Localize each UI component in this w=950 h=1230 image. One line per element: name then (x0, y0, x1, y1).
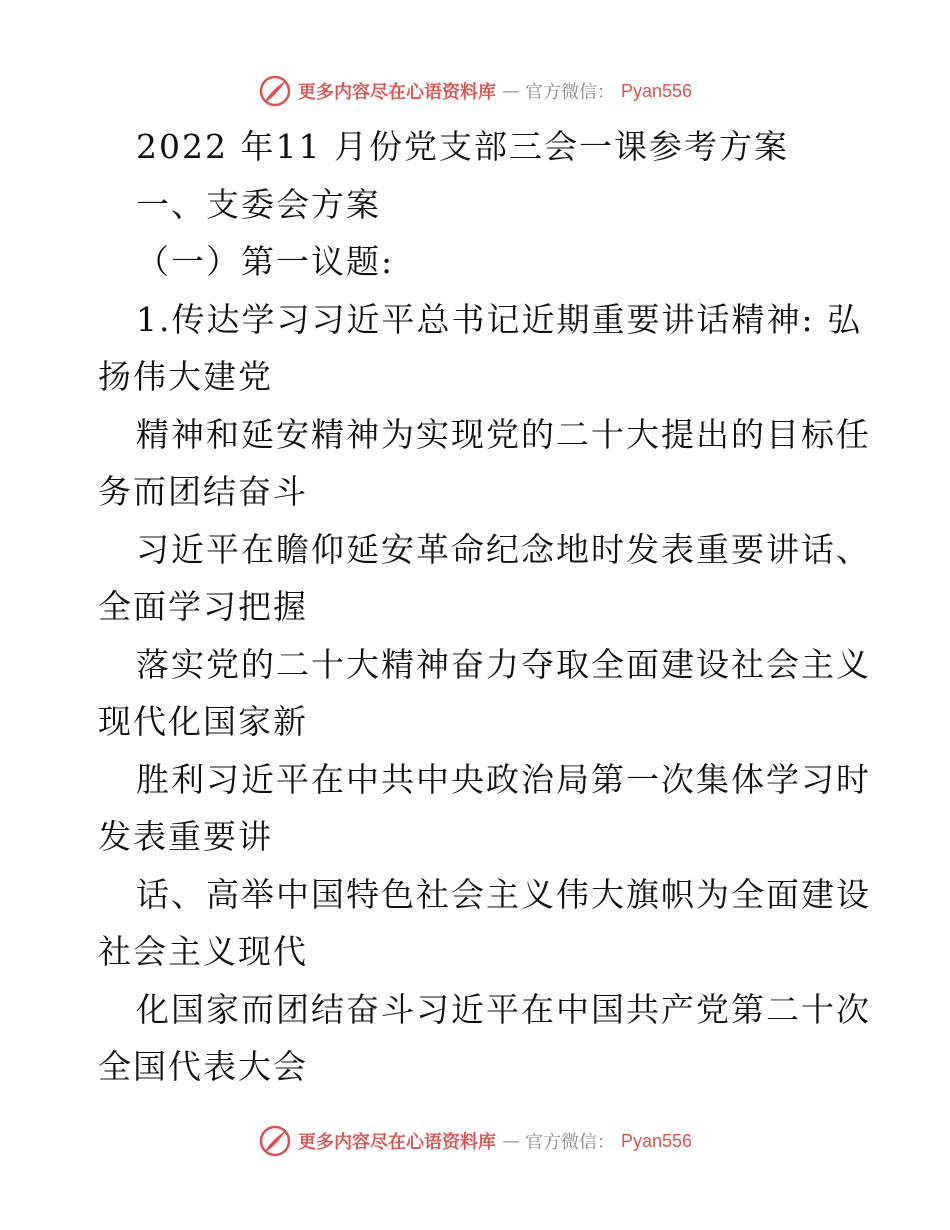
banner-wechat-label: 官方微信： (524, 82, 615, 103)
paragraph-line: 习近平在瞻仰延安革命纪念地时发表重要讲话、 (136, 529, 871, 569)
paragraph-line: 落实党的二十大精神奋力夺取全面建设社会主义 (136, 644, 871, 684)
quill-logo-icon (258, 74, 292, 108)
paragraph-line: 胜利习近平在中共中央政治局第一次集体学习时 (136, 759, 871, 799)
paragraph-line: 发表重要讲 (98, 817, 273, 856)
document-body (98, 118, 871, 1096)
document-title: 2022 年11 月份党支部三会一课参考方案 (136, 127, 789, 166)
paragraph-line: 全国代表大会 (98, 1047, 308, 1086)
quill-logo-icon (258, 1124, 292, 1158)
paragraph-line: 务而团结奋斗 (98, 472, 308, 511)
footer-banner (0, 1121, 950, 1161)
banner-separator: — (501, 80, 519, 102)
paragraph-line: 扬伟大建党 (98, 357, 273, 396)
banner-wechat-label: 官方微信： (524, 1132, 615, 1153)
paragraph-line: 精神和延安精神为实现党的二十大提出的目标任 (136, 414, 871, 454)
paragraph-line: 化国家而团结奋斗习近平在中国共产党第二十次 (136, 989, 871, 1029)
paragraph-line: 现代化国家新 (98, 702, 308, 741)
banner-wechat-id: Pyan556 (620, 80, 693, 101)
paragraph-line: 社会主义现代 (98, 932, 308, 971)
banner-wechat-id: Pyan556 (620, 1130, 693, 1151)
banner-site-text: 更多内容尽在心语资料库 (297, 82, 496, 103)
paragraph-line: 话、高举中国特色社会主义伟大旗帜为全面建设 (136, 874, 871, 914)
banner-site-text: 更多内容尽在心语资料库 (297, 1132, 496, 1153)
paragraph-line: 1.传达学习习近平总书记近期重要讲话精神: 弘 (136, 299, 863, 339)
paragraph-line: 全面学习把握 (98, 587, 308, 626)
section-heading: 一、支委会方案 (136, 184, 381, 224)
subsection-heading: （一）第一议题: (136, 242, 395, 281)
banner-separator: — (501, 1130, 519, 1152)
header-banner (0, 71, 950, 111)
